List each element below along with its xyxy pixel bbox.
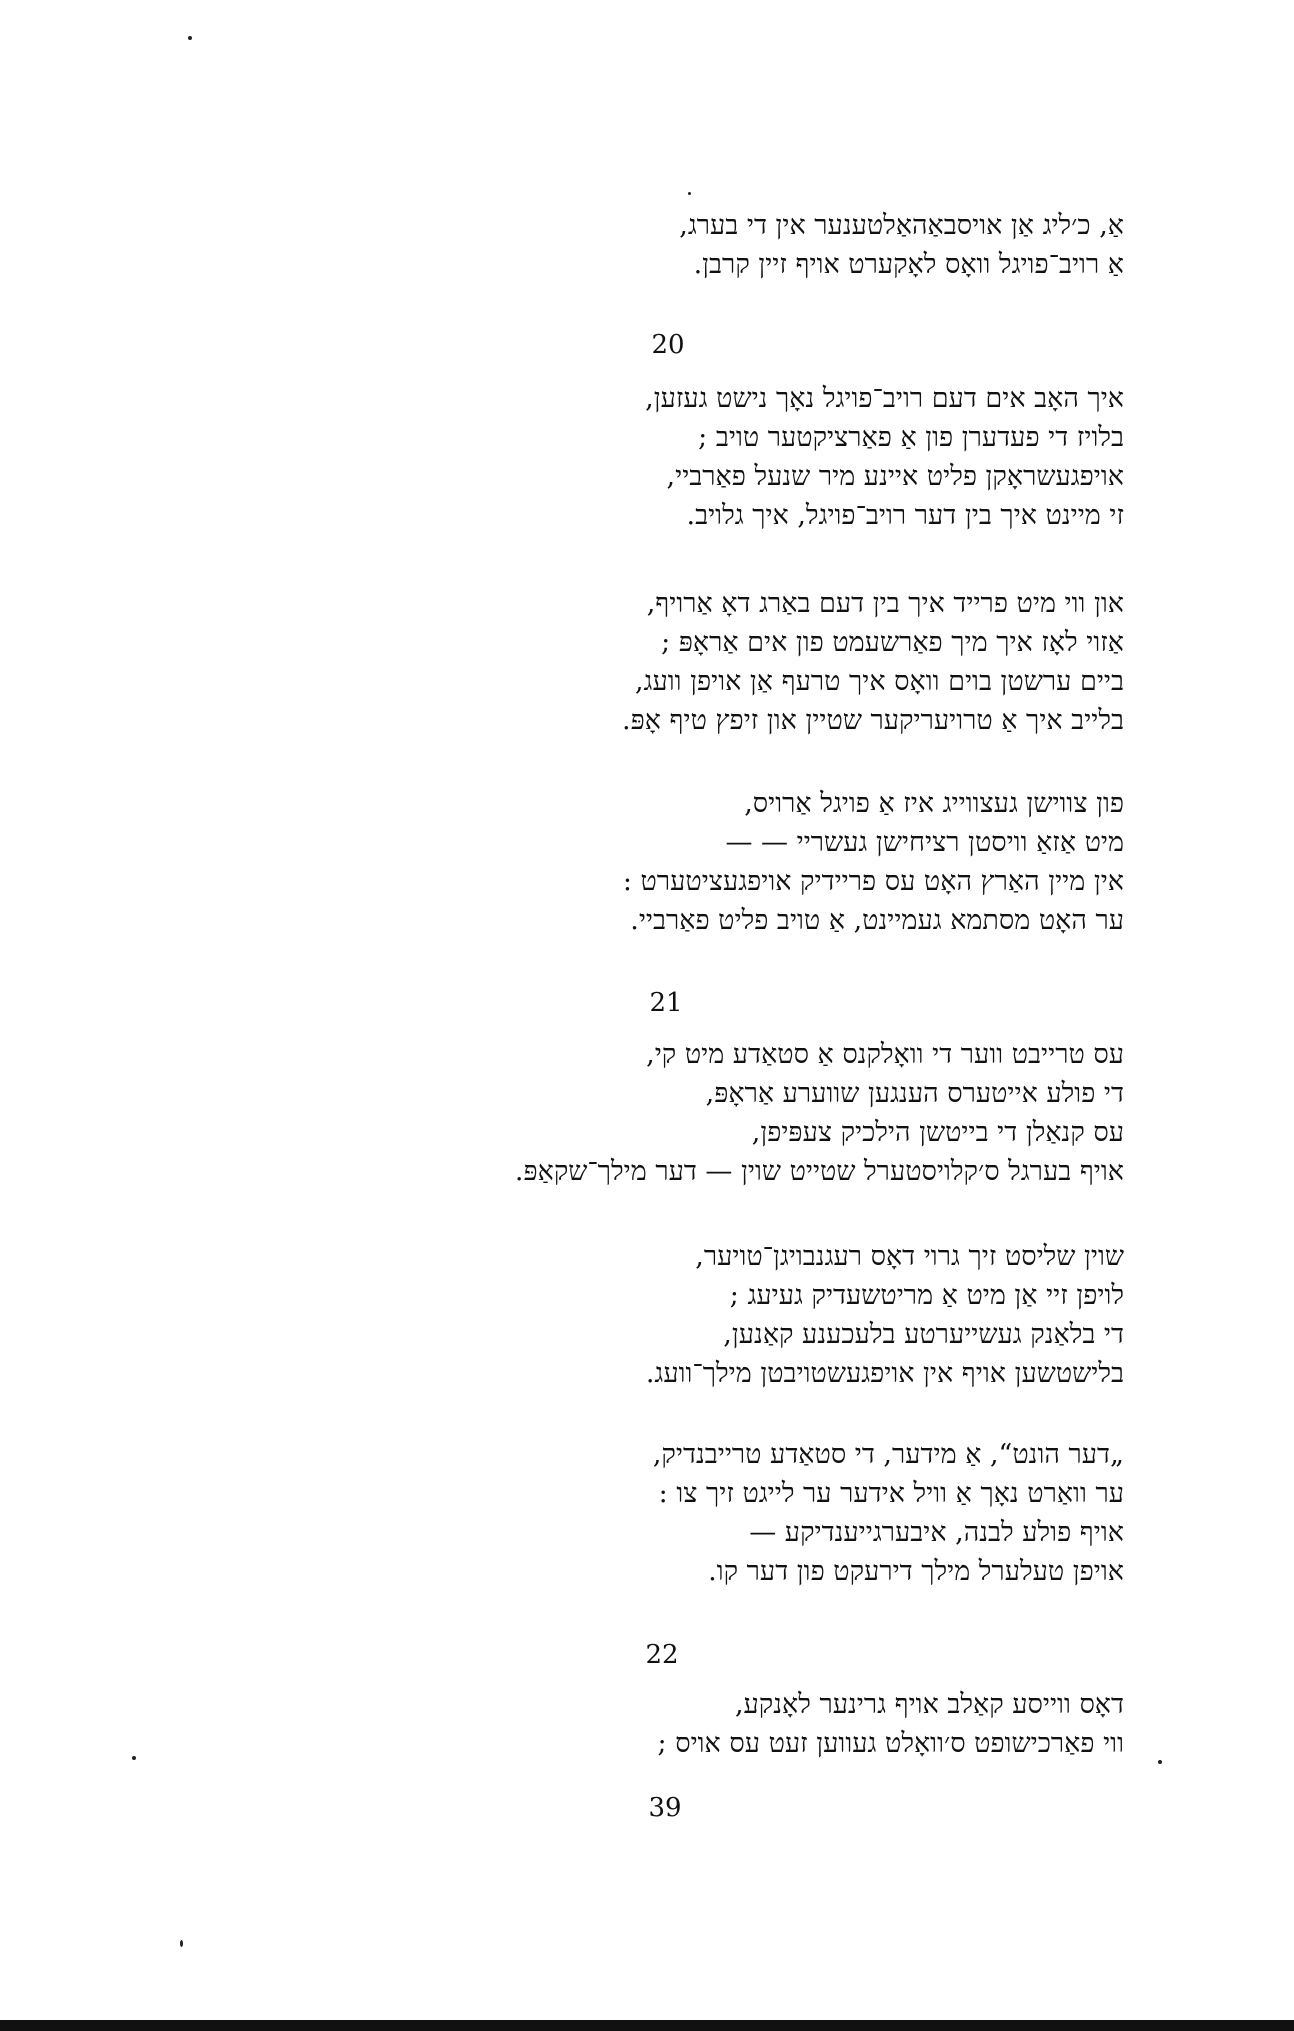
- verse-line: ער האָט מסתמא געמיינט, אַ טויב פליט פאַרביי.: [630, 905, 1124, 936]
- scan-speck: [1158, 1760, 1162, 1764]
- verse-line: אויפגעשראָקן פליט איינע מיר שנעל פאַרביי,: [666, 461, 1124, 492]
- section-number-21: 21: [649, 988, 683, 1018]
- verse-line: אין מיין האַרץ האָט עס פריידיק אויפגעציטערט :: [622, 866, 1124, 897]
- verse-line: אויפן טעלערל מילך דירעקט פון דער קו.: [708, 1556, 1124, 1587]
- stanza-20-1: [264, 379, 1124, 535]
- verse-line: ווי פאַרכישופט ס׳וואָלט געווען זעט עס אויס ;: [657, 1728, 1124, 1759]
- scan-speck: [180, 1940, 183, 1947]
- verse-line: לויפן זיי אַן מיט אַ מריטשעדיק געיעג ;: [729, 1280, 1124, 1311]
- verse-line: בלויז די פעדערן פון אַ פאַרציקטער טויב ;: [698, 422, 1124, 453]
- verse-line: און ווי מיט פרייד איך בין דעם באַרג דאָ אַרויף,: [646, 588, 1124, 619]
- stanza-continuation: [264, 206, 1124, 284]
- verse-line: שוין שליסט זיך גרוי דאָס רעגנבויגן־טויער,: [695, 1241, 1124, 1272]
- scan-speck: [132, 1756, 136, 1760]
- verse-line: די פולע אייטערס הענגען שווערע אַראָפּ,: [705, 1078, 1124, 1109]
- scan-speck: [188, 36, 192, 40]
- verse-line: אַ, כ׳ליג אַן אויסבאַהאַלטענער אין די בערג,: [679, 210, 1124, 241]
- stanza-20-3: [264, 784, 1124, 940]
- verse-line: „דער הונט“, אַ מידער, די סטאַדע טרייבנדיק,: [652, 1439, 1124, 1470]
- stanza-21-2: [264, 1237, 1124, 1393]
- verse-line: פון צווישן געצווייג איז אַ פויגל אַרויס,: [744, 788, 1124, 819]
- stanza-20-2: [264, 584, 1124, 740]
- verse-line: עס טרייבט ווער די וואָלקנס אַ סטאַדע מיט קי,: [646, 1039, 1124, 1070]
- verse-line: מיט אַזאַ וויסטן רציחישן געשריי — —: [725, 827, 1124, 858]
- verse-line: עס קנאַלן די בייטשן הילכיק צעפּיפן,: [751, 1117, 1124, 1148]
- verse-line: אַ רויב־פויגל וואָס לאָקערט אויף זיין קרבן.: [693, 249, 1124, 280]
- verse-line: ער וואַרט נאָך אַ וויל אידער ער לייגט זיך צו :: [658, 1478, 1124, 1509]
- verse-line: בלישטשען אויף אין אויפגעשטויבטן מילך־וועג.: [645, 1358, 1124, 1389]
- verse-line: אויף בערגל ס׳קלויסטערל שטייט שוין — דער מילך־שקאַפּ.: [514, 1156, 1124, 1187]
- page-number: 39: [648, 1793, 682, 1823]
- verse-line: איך האָב אים דעם רויב־פויגל נאָך נישט געזען,: [645, 383, 1124, 414]
- stanza-22-1: [264, 1685, 1124, 1763]
- stanza-21-3: [264, 1435, 1124, 1591]
- scan-speck: [688, 192, 691, 195]
- verse-line: זי מיינט איך בין דער רויב־פויגל, איך גלויב.: [686, 500, 1124, 531]
- section-number-22: 22: [645, 1640, 679, 1670]
- verse-line: די בלאַנק געשייערטע בלעכענע קאַנען,: [723, 1319, 1124, 1350]
- verse-line: ביים ערשטן בוים וואָס איך טרעף אַן אויפן וועג,: [634, 666, 1124, 697]
- section-number-20: 20: [651, 330, 685, 360]
- scan-edge-bar: [0, 2020, 1294, 2031]
- verse-line: אַזוי לאָז איך מיך פאַרשעמט פון אים אַראָפּ ;: [661, 627, 1124, 658]
- verse-line: אויף פולע לבנה, איבערגייענדיקע —: [749, 1517, 1124, 1548]
- verse-line: דאָס ווייסע קאַלב אויף גרינער לאָנקע,: [734, 1689, 1124, 1720]
- verse-line: בלייב איך אַ טרויעריקער שטיין און זיפץ טיף אָפּ.: [622, 705, 1124, 736]
- stanza-21-1: [264, 1035, 1124, 1191]
